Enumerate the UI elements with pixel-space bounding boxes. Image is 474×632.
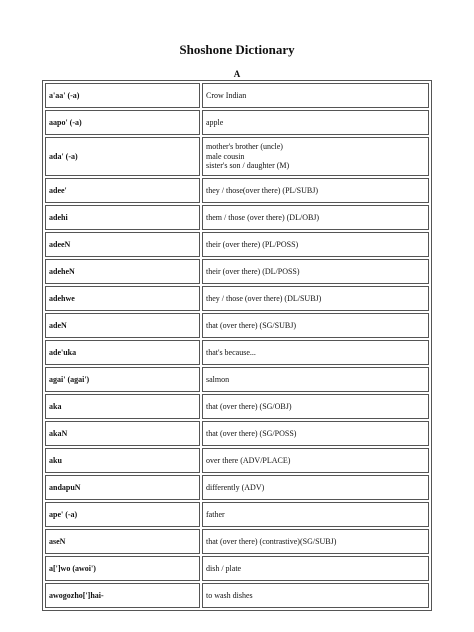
headword-cell: adeheN xyxy=(45,259,200,284)
table-row xyxy=(45,313,429,338)
headword-cell: adehi xyxy=(45,205,200,230)
headword-cell: a[']wo (awoi') xyxy=(45,556,200,581)
gloss-cell: they / those(over there) (PL/SUBJ) xyxy=(202,178,429,203)
gloss-cell: Crow Indian xyxy=(202,83,429,108)
section-letter: A xyxy=(233,69,241,79)
headword-cell: aseN xyxy=(45,529,200,554)
headword-cell: adeN xyxy=(45,313,200,338)
gloss-cell: father xyxy=(202,502,429,527)
table-row xyxy=(45,340,429,365)
gloss-cell: their (over there) (DL/POSS) xyxy=(202,259,429,284)
table-row xyxy=(45,286,429,311)
gloss-cell: that's because... xyxy=(202,340,429,365)
gloss-cell: them / those (over there) (DL/OBJ) xyxy=(202,205,429,230)
gloss-cell: that (over there) (SG/POSS) xyxy=(202,421,429,446)
table-row xyxy=(45,205,429,230)
table-row xyxy=(45,502,429,527)
gloss-cell: their (over there) (PL/POSS) xyxy=(202,232,429,257)
table-row xyxy=(45,448,429,473)
gloss-cell: mother's brother (uncle) male cousin sister's son / daughter (M) xyxy=(202,137,429,176)
headword-cell: ape' (-a) xyxy=(45,502,200,527)
headword-cell: akaN xyxy=(45,421,200,446)
table-row xyxy=(45,421,429,446)
headword-cell: a'aa' (-a) xyxy=(45,83,200,108)
dictionary-table xyxy=(42,80,432,611)
table-row xyxy=(45,556,429,581)
table-row xyxy=(45,83,429,108)
table-row xyxy=(45,178,429,203)
gloss-cell: that (over there) (contrastive)(SG/SUBJ) xyxy=(202,529,429,554)
gloss-cell: apple xyxy=(202,110,429,135)
headword-cell: aka xyxy=(45,394,200,419)
table-row xyxy=(45,394,429,419)
table-row xyxy=(45,232,429,257)
headword-cell: ada' (-a) xyxy=(45,137,200,176)
table-row xyxy=(45,583,429,608)
gloss-cell: that (over there) (SG/OBJ) xyxy=(202,394,429,419)
gloss-cell: salmon xyxy=(202,367,429,392)
table-row xyxy=(45,475,429,500)
headword-cell: adee' xyxy=(45,178,200,203)
table-row xyxy=(45,529,429,554)
gloss-cell: dish / plate xyxy=(202,556,429,581)
headword-cell: adehwe xyxy=(45,286,200,311)
headword-cell: aapo' (-a) xyxy=(45,110,200,135)
table-row xyxy=(45,110,429,135)
headword-cell: aku xyxy=(45,448,200,473)
table-row xyxy=(45,259,429,284)
gloss-cell: that (over there) (SG/SUBJ) xyxy=(202,313,429,338)
headword-cell: agai' (agai') xyxy=(45,367,200,392)
page-title: Shoshone Dictionary xyxy=(179,42,295,57)
headword-cell: ade'uka xyxy=(45,340,200,365)
table-row xyxy=(45,367,429,392)
gloss-cell: to wash dishes xyxy=(202,583,429,608)
headword-cell: awogozho[']hai- xyxy=(45,583,200,608)
table-row xyxy=(45,137,429,176)
gloss-cell: over there (ADV/PLACE) xyxy=(202,448,429,473)
headword-cell: adeeN xyxy=(45,232,200,257)
headword-cell: andapuN xyxy=(45,475,200,500)
gloss-cell: they / those (over there) (DL/SUBJ) xyxy=(202,286,429,311)
gloss-cell: differently (ADV) xyxy=(202,475,429,500)
